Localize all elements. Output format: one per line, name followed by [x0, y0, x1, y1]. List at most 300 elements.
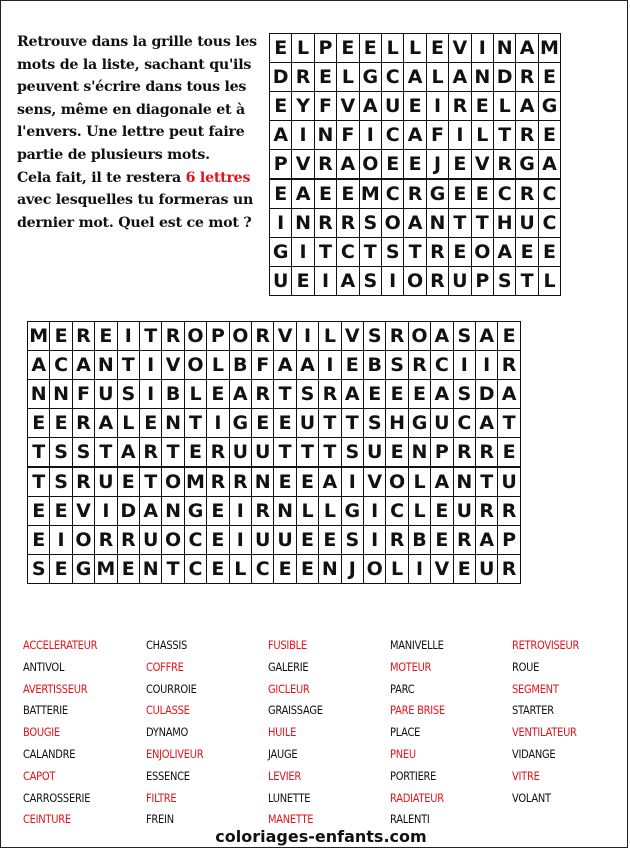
grid-cell[interactable]: R: [403, 179, 426, 209]
grid-cell[interactable]: R: [94, 525, 117, 555]
grid-cell[interactable]: S: [453, 321, 476, 351]
grid-cell[interactable]: N: [49, 379, 72, 409]
grid-cell[interactable]: C: [493, 179, 516, 209]
grid-cell[interactable]: V: [161, 350, 184, 380]
grid-cell[interactable]: U: [251, 437, 274, 467]
grid-cell[interactable]: R: [72, 467, 95, 497]
grid-cell[interactable]: I: [296, 321, 319, 351]
grid-cell[interactable]: R: [385, 525, 408, 555]
grid-cell[interactable]: S: [296, 379, 319, 409]
grid-cell[interactable]: I: [453, 350, 476, 380]
grid-cell[interactable]: E: [448, 179, 471, 209]
grid-cell[interactable]: I: [359, 120, 382, 150]
grid-cell[interactable]: E: [318, 525, 341, 555]
grid-cell[interactable]: T: [273, 437, 296, 467]
grid-cell[interactable]: A: [430, 467, 453, 497]
grid-cell[interactable]: R: [229, 467, 252, 497]
grid-cell[interactable]: E: [139, 408, 162, 438]
grid-cell[interactable]: T: [318, 437, 341, 467]
grid-cell[interactable]: E: [403, 91, 426, 121]
grid-cell[interactable]: U: [497, 467, 520, 497]
grid-cell[interactable]: L: [117, 408, 140, 438]
grid-cell[interactable]: L: [206, 350, 229, 380]
grid-cell[interactable]: B: [161, 379, 184, 409]
grid-cell[interactable]: U: [448, 266, 471, 296]
grid-cell[interactable]: E: [117, 467, 140, 497]
grid-cell[interactable]: S: [341, 525, 364, 555]
grid-cell[interactable]: T: [515, 266, 538, 296]
grid-cell[interactable]: R: [206, 467, 229, 497]
grid-cell[interactable]: L: [229, 554, 252, 584]
grid-cell[interactable]: E: [538, 237, 561, 267]
grid-cell[interactable]: A: [430, 379, 453, 409]
grid-cell[interactable]: S: [453, 379, 476, 409]
grid-cell[interactable]: E: [453, 554, 476, 584]
grid-cell[interactable]: I: [363, 496, 386, 526]
grid-cell[interactable]: E: [403, 149, 426, 179]
grid-cell[interactable]: U: [430, 408, 453, 438]
grid-cell[interactable]: M: [184, 467, 207, 497]
grid-cell[interactable]: I: [341, 467, 364, 497]
grid-cell[interactable]: A: [359, 91, 382, 121]
grid-cell[interactable]: L: [408, 496, 431, 526]
grid-cell[interactable]: E: [359, 33, 382, 63]
grid-cell[interactable]: R: [497, 554, 520, 584]
grid-cell[interactable]: T: [296, 437, 319, 467]
grid-cell[interactable]: N: [408, 437, 431, 467]
grid-cell[interactable]: R: [493, 149, 516, 179]
grid-cell[interactable]: O: [381, 208, 404, 238]
grid-cell[interactable]: E: [538, 62, 561, 92]
grid-cell[interactable]: L: [385, 554, 408, 584]
grid-cell[interactable]: I: [291, 120, 314, 150]
grid-cell[interactable]: U: [475, 554, 498, 584]
grid-cell[interactable]: I: [269, 208, 292, 238]
grid-cell[interactable]: R: [314, 208, 337, 238]
grid-cell[interactable]: C: [49, 350, 72, 380]
grid-cell[interactable]: U: [269, 266, 292, 296]
grid-cell[interactable]: V: [341, 321, 364, 351]
grid-cell[interactable]: A: [291, 179, 314, 209]
grid-cell[interactable]: O: [184, 350, 207, 380]
grid-cell[interactable]: I: [471, 33, 494, 63]
grid-cell[interactable]: T: [161, 437, 184, 467]
grid-cell[interactable]: U: [273, 525, 296, 555]
grid-cell[interactable]: A: [318, 467, 341, 497]
grid-cell[interactable]: C: [381, 62, 404, 92]
grid-cell[interactable]: E: [497, 437, 520, 467]
grid-cell[interactable]: L: [381, 33, 404, 63]
grid-cell[interactable]: H: [385, 408, 408, 438]
grid-cell[interactable]: L: [403, 33, 426, 63]
grid-cell[interactable]: J: [426, 149, 449, 179]
grid-cell[interactable]: A: [139, 496, 162, 526]
grid-cell[interactable]: N: [139, 554, 162, 584]
grid-cell[interactable]: H: [493, 208, 516, 238]
grid-cell[interactable]: E: [336, 179, 359, 209]
grid-cell[interactable]: M: [27, 321, 50, 351]
grid-cell[interactable]: L: [336, 62, 359, 92]
grid-cell[interactable]: I: [94, 496, 117, 526]
grid-cell[interactable]: S: [27, 554, 50, 584]
grid-cell[interactable]: I: [475, 350, 498, 380]
grid-cell[interactable]: R: [453, 437, 476, 467]
grid-cell[interactable]: E: [27, 496, 50, 526]
grid-cell[interactable]: O: [184, 321, 207, 351]
grid-cell[interactable]: V: [273, 321, 296, 351]
grid-cell[interactable]: A: [475, 525, 498, 555]
grid-cell[interactable]: G: [72, 554, 95, 584]
grid-cell[interactable]: E: [269, 33, 292, 63]
grid-cell[interactable]: A: [448, 62, 471, 92]
grid-cell[interactable]: E: [385, 379, 408, 409]
grid-cell[interactable]: S: [359, 208, 382, 238]
grid-cell[interactable]: E: [206, 496, 229, 526]
grid-cell[interactable]: L: [408, 467, 431, 497]
grid-cell[interactable]: R: [251, 496, 274, 526]
grid-cell[interactable]: O: [363, 554, 386, 584]
grid-cell[interactable]: B: [408, 525, 431, 555]
grid-cell[interactable]: E: [296, 554, 319, 584]
grid-cell[interactable]: I: [318, 350, 341, 380]
grid-cell[interactable]: A: [497, 379, 520, 409]
grid-cell[interactable]: M: [538, 33, 561, 63]
grid-cell[interactable]: U: [251, 525, 274, 555]
grid-cell[interactable]: T: [273, 379, 296, 409]
grid-cell[interactable]: E: [336, 33, 359, 63]
grid-cell[interactable]: D: [117, 496, 140, 526]
grid-cell[interactable]: E: [49, 408, 72, 438]
grid-cell[interactable]: R: [515, 179, 538, 209]
grid-cell[interactable]: R: [251, 379, 274, 409]
grid-cell[interactable]: C: [538, 208, 561, 238]
grid-cell[interactable]: T: [493, 120, 516, 150]
grid-cell[interactable]: L: [291, 33, 314, 63]
grid-cell[interactable]: A: [336, 149, 359, 179]
grid-cell[interactable]: R: [314, 149, 337, 179]
grid-cell[interactable]: L: [471, 120, 494, 150]
grid-cell[interactable]: E: [430, 496, 453, 526]
grid-cell[interactable]: A: [336, 266, 359, 296]
grid-cell[interactable]: U: [381, 91, 404, 121]
grid-cell[interactable]: E: [273, 408, 296, 438]
grid-cell[interactable]: N: [161, 496, 184, 526]
grid-cell[interactable]: U: [515, 208, 538, 238]
grid-cell[interactable]: R: [206, 437, 229, 467]
grid-cell[interactable]: E: [538, 120, 561, 150]
grid-cell[interactable]: E: [515, 237, 538, 267]
grid-cell[interactable]: A: [27, 350, 50, 380]
grid-cell[interactable]: R: [497, 350, 520, 380]
grid-cell[interactable]: T: [448, 208, 471, 238]
grid-cell[interactable]: R: [515, 120, 538, 150]
grid-cell[interactable]: L: [426, 62, 449, 92]
grid-cell[interactable]: L: [493, 91, 516, 121]
grid-cell[interactable]: R: [426, 266, 449, 296]
grid-cell[interactable]: M: [359, 179, 382, 209]
grid-cell[interactable]: C: [184, 554, 207, 584]
grid-cell[interactable]: C: [538, 179, 561, 209]
grid-cell[interactable]: Y: [291, 91, 314, 121]
grid-cell[interactable]: F: [251, 350, 274, 380]
grid-cell[interactable]: I: [448, 120, 471, 150]
grid-cell[interactable]: R: [72, 408, 95, 438]
grid-cell[interactable]: E: [471, 91, 494, 121]
grid-cell[interactable]: I: [363, 525, 386, 555]
grid-cell[interactable]: T: [139, 321, 162, 351]
grid-cell[interactable]: B: [229, 350, 252, 380]
grid-cell[interactable]: G: [538, 91, 561, 121]
grid-cell[interactable]: I: [206, 408, 229, 438]
grid-cell[interactable]: S: [385, 350, 408, 380]
grid-cell[interactable]: O: [408, 321, 431, 351]
grid-cell[interactable]: I: [426, 91, 449, 121]
grid-cell[interactable]: E: [448, 237, 471, 267]
grid-cell[interactable]: D: [493, 62, 516, 92]
grid-cell[interactable]: V: [72, 496, 95, 526]
grid-cell[interactable]: C: [336, 237, 359, 267]
grid-cell[interactable]: A: [493, 237, 516, 267]
grid-cell[interactable]: O: [359, 149, 382, 179]
grid-cell[interactable]: G: [359, 62, 382, 92]
grid-cell[interactable]: S: [359, 266, 382, 296]
grid-cell[interactable]: E: [27, 525, 50, 555]
grid-cell[interactable]: G: [341, 496, 364, 526]
grid-cell[interactable]: T: [27, 467, 50, 497]
grid-cell[interactable]: G: [184, 496, 207, 526]
grid-cell[interactable]: N: [251, 467, 274, 497]
grid-cell[interactable]: N: [94, 350, 117, 380]
grid-cell[interactable]: E: [94, 321, 117, 351]
grid-cell[interactable]: P: [269, 149, 292, 179]
grid-cell[interactable]: R: [385, 321, 408, 351]
grid-cell[interactable]: O: [385, 467, 408, 497]
grid-cell[interactable]: J: [341, 554, 364, 584]
grid-cell[interactable]: R: [336, 208, 359, 238]
grid-cell[interactable]: P: [314, 33, 337, 63]
grid-cell[interactable]: I: [229, 496, 252, 526]
grid-cell[interactable]: E: [291, 266, 314, 296]
grid-cell[interactable]: E: [471, 179, 494, 209]
grid-cell[interactable]: G: [229, 408, 252, 438]
grid-cell[interactable]: E: [117, 554, 140, 584]
grid-cell[interactable]: F: [336, 120, 359, 150]
grid-cell[interactable]: E: [206, 379, 229, 409]
grid-cell[interactable]: E: [296, 467, 319, 497]
grid-cell[interactable]: A: [229, 379, 252, 409]
grid-cell[interactable]: E: [251, 408, 274, 438]
grid-cell[interactable]: O: [72, 525, 95, 555]
grid-cell[interactable]: O: [161, 467, 184, 497]
grid-cell[interactable]: A: [515, 33, 538, 63]
grid-cell[interactable]: V: [363, 467, 386, 497]
grid-cell[interactable]: V: [448, 33, 471, 63]
grid-cell[interactable]: E: [296, 525, 319, 555]
grid-cell[interactable]: R: [515, 62, 538, 92]
grid-cell[interactable]: T: [318, 408, 341, 438]
grid-cell[interactable]: N: [471, 62, 494, 92]
grid-cell[interactable]: A: [475, 408, 498, 438]
grid-cell[interactable]: R: [251, 321, 274, 351]
grid-cell[interactable]: E: [49, 496, 72, 526]
grid-cell[interactable]: S: [117, 379, 140, 409]
grid-cell[interactable]: E: [184, 437, 207, 467]
grid-cell[interactable]: R: [448, 91, 471, 121]
grid-cell[interactable]: U: [363, 437, 386, 467]
grid-cell[interactable]: P: [497, 525, 520, 555]
grid-cell[interactable]: G: [269, 237, 292, 267]
grid-cell[interactable]: N: [291, 208, 314, 238]
grid-cell[interactable]: N: [27, 379, 50, 409]
grid-cell[interactable]: I: [139, 379, 162, 409]
grid-cell[interactable]: S: [72, 437, 95, 467]
grid-cell[interactable]: S: [493, 266, 516, 296]
grid-cell[interactable]: A: [72, 350, 95, 380]
grid-cell[interactable]: E: [49, 321, 72, 351]
grid-cell[interactable]: A: [269, 120, 292, 150]
grid-cell[interactable]: E: [273, 554, 296, 584]
grid-cell[interactable]: B: [363, 350, 386, 380]
grid-cell[interactable]: E: [426, 33, 449, 63]
grid-cell[interactable]: A: [475, 321, 498, 351]
grid-cell[interactable]: R: [291, 62, 314, 92]
grid-cell[interactable]: T: [314, 237, 337, 267]
grid-cell[interactable]: V: [430, 554, 453, 584]
grid-cell[interactable]: I: [139, 350, 162, 380]
grid-cell[interactable]: L: [318, 321, 341, 351]
grid-cell[interactable]: N: [318, 554, 341, 584]
grid-cell[interactable]: O: [161, 525, 184, 555]
grid-cell[interactable]: N: [453, 467, 476, 497]
grid-cell[interactable]: N: [493, 33, 516, 63]
grid-cell[interactable]: R: [475, 496, 498, 526]
grid-cell[interactable]: P: [471, 266, 494, 296]
grid-cell[interactable]: T: [475, 467, 498, 497]
grid-cell[interactable]: E: [314, 179, 337, 209]
grid-cell[interactable]: A: [430, 321, 453, 351]
grid-cell[interactable]: D: [269, 62, 292, 92]
grid-cell[interactable]: T: [341, 408, 364, 438]
grid-cell[interactable]: V: [471, 149, 494, 179]
grid-cell[interactable]: U: [94, 467, 117, 497]
grid-cell[interactable]: T: [403, 237, 426, 267]
grid-cell[interactable]: G: [515, 149, 538, 179]
grid-cell[interactable]: E: [27, 408, 50, 438]
grid-cell[interactable]: N: [273, 496, 296, 526]
grid-cell[interactable]: C: [184, 525, 207, 555]
grid-cell[interactable]: S: [49, 437, 72, 467]
grid-cell[interactable]: E: [49, 554, 72, 584]
grid-cell[interactable]: S: [341, 437, 364, 467]
grid-cell[interactable]: F: [314, 91, 337, 121]
grid-cell[interactable]: U: [296, 408, 319, 438]
grid-cell[interactable]: I: [117, 321, 140, 351]
grid-cell[interactable]: T: [161, 554, 184, 584]
grid-cell[interactable]: L: [538, 266, 561, 296]
grid-cell[interactable]: I: [314, 266, 337, 296]
grid-cell[interactable]: O: [229, 321, 252, 351]
grid-cell[interactable]: E: [206, 525, 229, 555]
grid-cell[interactable]: A: [515, 91, 538, 121]
grid-cell[interactable]: E: [206, 554, 229, 584]
grid-cell[interactable]: F: [426, 120, 449, 150]
grid-cell[interactable]: R: [139, 437, 162, 467]
grid-cell[interactable]: T: [117, 350, 140, 380]
grid-cell[interactable]: E: [269, 179, 292, 209]
grid-cell[interactable]: S: [381, 237, 404, 267]
grid-cell[interactable]: E: [314, 62, 337, 92]
grid-cell[interactable]: E: [269, 91, 292, 121]
grid-cell[interactable]: E: [273, 467, 296, 497]
grid-cell[interactable]: D: [475, 379, 498, 409]
grid-cell[interactable]: G: [408, 408, 431, 438]
grid-cell[interactable]: A: [341, 379, 364, 409]
grid-cell[interactable]: L: [318, 496, 341, 526]
grid-cell[interactable]: R: [497, 496, 520, 526]
grid-cell[interactable]: E: [430, 525, 453, 555]
grid-cell[interactable]: C: [430, 350, 453, 380]
grid-cell[interactable]: I: [49, 525, 72, 555]
grid-cell[interactable]: R: [72, 321, 95, 351]
grid-cell[interactable]: R: [161, 321, 184, 351]
grid-cell[interactable]: C: [381, 120, 404, 150]
grid-cell[interactable]: R: [117, 525, 140, 555]
grid-cell[interactable]: S: [363, 321, 386, 351]
grid-cell[interactable]: E: [497, 321, 520, 351]
grid-cell[interactable]: O: [471, 237, 494, 267]
grid-cell[interactable]: A: [403, 208, 426, 238]
grid-cell[interactable]: A: [117, 437, 140, 467]
grid-cell[interactable]: A: [296, 350, 319, 380]
grid-cell[interactable]: A: [94, 408, 117, 438]
grid-cell[interactable]: S: [363, 408, 386, 438]
grid-cell[interactable]: E: [363, 379, 386, 409]
grid-cell[interactable]: I: [408, 554, 431, 584]
grid-cell[interactable]: R: [453, 525, 476, 555]
grid-cell[interactable]: E: [385, 437, 408, 467]
grid-cell[interactable]: A: [403, 62, 426, 92]
grid-cell[interactable]: M: [94, 554, 117, 584]
grid-cell[interactable]: T: [94, 437, 117, 467]
grid-cell[interactable]: A: [403, 120, 426, 150]
grid-cell[interactable]: I: [291, 237, 314, 267]
grid-cell[interactable]: A: [538, 149, 561, 179]
grid-cell[interactable]: C: [453, 408, 476, 438]
grid-cell[interactable]: A: [273, 350, 296, 380]
grid-cell[interactable]: U: [229, 437, 252, 467]
grid-cell[interactable]: C: [385, 496, 408, 526]
grid-cell[interactable]: G: [426, 179, 449, 209]
grid-cell[interactable]: U: [94, 379, 117, 409]
grid-cell[interactable]: L: [296, 496, 319, 526]
grid-cell[interactable]: R: [408, 350, 431, 380]
grid-cell[interactable]: U: [453, 496, 476, 526]
grid-cell[interactable]: O: [403, 266, 426, 296]
grid-cell[interactable]: T: [184, 408, 207, 438]
grid-cell[interactable]: C: [251, 554, 274, 584]
grid-cell[interactable]: N: [426, 208, 449, 238]
grid-cell[interactable]: L: [184, 379, 207, 409]
grid-cell[interactable]: U: [139, 525, 162, 555]
grid-cell[interactable]: P: [430, 437, 453, 467]
grid-cell[interactable]: R: [475, 437, 498, 467]
grid-cell[interactable]: I: [381, 266, 404, 296]
grid-cell[interactable]: E: [448, 149, 471, 179]
grid-cell[interactable]: F: [72, 379, 95, 409]
grid-cell[interactable]: V: [291, 149, 314, 179]
grid-cell[interactable]: N: [314, 120, 337, 150]
grid-cell[interactable]: I: [229, 525, 252, 555]
